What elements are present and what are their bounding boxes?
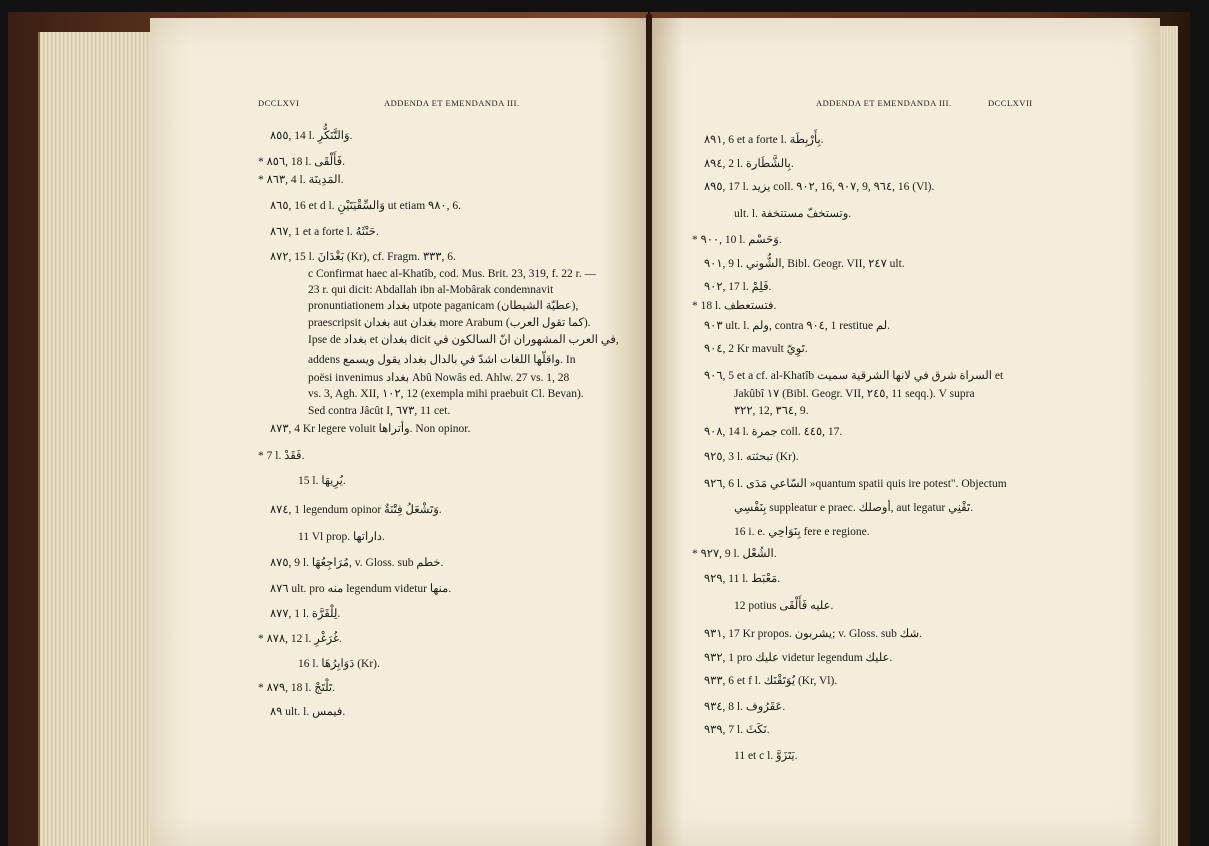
entry: ٨٧٣, 4 Kr legere voluit وأتراها. Non opinor. <box>270 423 471 435</box>
entry: * 7 l. فَقَدْ. <box>258 450 305 462</box>
entry: ٩٣٣, 6 et f l. يُوَتَقْنَك (Kr, Vl). <box>704 675 838 687</box>
entry: 16 l. دَوَابِرُهَا (Kr). <box>298 658 380 670</box>
entry: ٩٣٤, 8 l. عَقَرُوف. <box>704 701 786 713</box>
entry: * ٨٥٦, 18 l. فَأَلْقَى. <box>258 156 346 168</box>
entry: ٩٠٦, 5 et a cf. al-Khatîb السراة شرق في لانها الشرقية سميت et <box>704 370 1004 382</box>
entry: ٩٣٢, 1 pro عليك videtur legendum عليك. <box>704 652 893 664</box>
entry: ٨٦٥, 16 et d l. وَالسِّقْيَتَيْنِ ut etiam ٩٨٠, 6. <box>270 200 461 212</box>
entry: ٩٣٩, 7 l. نَكَثَ. <box>704 724 770 736</box>
entry: vs. 3, Agh. XII, ١٠٢, 12 (exempla mihi praebuit Cl. Bevan). <box>308 388 584 400</box>
entry: ٨٩٤, 2 l. بِالشَّطَارة. <box>704 158 794 170</box>
right-page <box>652 18 1160 846</box>
left-page <box>150 18 648 846</box>
entry: * ٩٠٠, 10 l. وَحَسْم. <box>692 234 782 246</box>
entry: ٩٠٨, 14 l. جمرة coll. ٤٤٥, 17. <box>704 426 843 438</box>
entry: pronuntiationem بغداد utpote paganicam (عطيّة الشيطان), <box>308 300 579 312</box>
entry: * ٨٧٨, 12 l. غُرَغْرِ. <box>258 633 342 645</box>
entry: poësi invenimus بغداد Abû Nowâs ed. Ahlw. 27 vs. 1, 28 <box>308 372 570 384</box>
right-page-number: DCCLXVII <box>988 98 1033 108</box>
entry: Sed contra Jâcût I, ٦٧٣, 11 cet. <box>308 405 451 417</box>
right-header-title: ADDENDA ET EMENDANDA III. <box>816 98 952 108</box>
entry: 11 Vl prop. داراتها. <box>298 531 385 543</box>
entry: c Confirmat haec al-Khatîb, cod. Mus. Brit. 23, 319, f. 22 r. — <box>308 268 597 280</box>
entry: ٨٧٧, 1 l. لِلْقَرَّة. <box>270 608 341 620</box>
entry: ٨٧٢, 15 l. بَغْدَانَ (Kr), cf. Fragm. ٣٣٣, 6. <box>270 251 456 263</box>
entry: ٩٠١, 9 l. الشُّوني, Bibl. Geogr. VII, ٢٤٧ ult. <box>704 258 905 270</box>
entry: ٨٧٤, 1 legendum opinor وَتَشْعَلُ فِتْنَةٌ. <box>270 504 442 516</box>
entry: ٩٠٤, 2 Kr mavult تَوِيّ. <box>704 343 808 355</box>
entry: 12 potius عليه فَأَلْقَى. <box>734 600 834 612</box>
page-edges-right <box>1160 26 1178 846</box>
entry: ٨٩٥, 17 l. يزيد coll. ٩٠٢, 16, ٩٠٧, 9, ٩٦٤, 16 (Vl). <box>704 181 935 193</box>
left-header-title: ADDENDA ET EMENDANDA III. <box>384 98 520 108</box>
entry: 15 l. يُرِيهَا. <box>298 475 346 487</box>
entry: بِنَفْسِي suppleatur e praec. أوصلك, aut legatur تَقْنِي. <box>734 502 974 514</box>
entry: Ipse de بغداد et بغدان dicit في العرب المشهوران انّ السالكون في, <box>308 334 619 346</box>
entry: ٨٧٦ ult. pro منه legendum videtur منها. <box>270 583 452 595</box>
entry: * ٨٦٣, 4 l. المَدِينَة. <box>258 174 344 186</box>
entry: * ٨٧٩, 18 l. تَلْتَجْ. <box>258 682 336 694</box>
entry: ٣٢٢, 12, ٣٦٤, 9. <box>734 405 809 417</box>
entry: ٩٢٥, 3 l. تبحثته (Kr). <box>704 451 799 463</box>
entry: ٨٥٥, 14 l. وَالتَّنَكُّرِ. <box>270 130 353 142</box>
entry: ٩٣١, 17 Kr propos. يشربون; v. Gloss. sub شك. <box>704 628 922 640</box>
entry: 11 et c l. يَتَزَوَّ. <box>734 750 798 762</box>
entry: ٩٠٣ ult. l. ولم, contra ٩٠٤, 1 restitue لم. <box>704 320 891 332</box>
entry: ٩٢٦, 6 l. السّاعي مَدَى »quantum spatii quis ire potest". Objectum <box>704 478 1007 490</box>
entry: ult. l. وتستخفّ مستتخفة. <box>734 208 852 220</box>
entry: addens واقلّها اللغات اشدّ في بالدال بغداد يقول ويسمع. In <box>308 354 576 366</box>
entry: * ٩٢٧, 9 l. الشُعْل. <box>692 548 777 560</box>
left-page-number: DCCLXVI <box>258 98 300 108</box>
entry: ٩٠٢, 17 l. فَلِمْ. <box>704 281 772 293</box>
entry: 16 i. e. بِنَوَاحِي fere e regione. <box>734 526 870 538</box>
entry: 23 r. qui dicit: Abdallah ibn al-Mobârak condemnavit <box>308 284 554 296</box>
entry: ٨٦٧, 1 et a forte l. حَنْثَهُ. <box>270 226 379 238</box>
entry: ٨٩١, 6 et a forte l. بِأَرْبِطَة. <box>704 134 824 146</box>
entry: praescripsit بغدان aut بغدان more Arabum (كما تقول العرب). <box>308 317 591 329</box>
entry: ٩٢٩, 11 l. مَعْبَط. <box>704 573 781 585</box>
entry: Jakûbî ١٧ (Bibl. Geogr. VII, ٢٤٥, 11 seqq.). V supra <box>734 388 975 400</box>
entry: ٨٧٥, 9 l. مُرَاجِعُهَا, v. Gloss. sub خطم. <box>270 557 444 569</box>
entry: * 18 l. فتستعطف. <box>692 300 777 312</box>
entry: ٨٩ ult. l. فيمس. <box>270 706 346 718</box>
